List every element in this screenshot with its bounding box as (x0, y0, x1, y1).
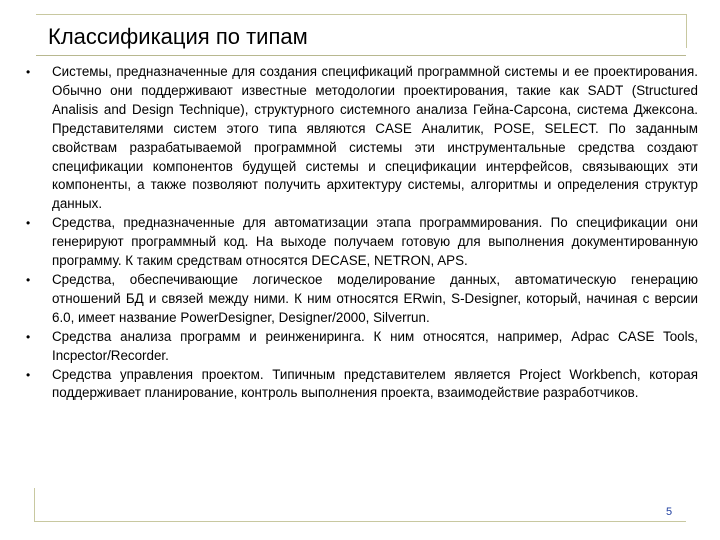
bullet-item-project-management (26, 366, 698, 404)
bullet-text: Средства анализа программ и реинжениринга. К ним относятся, например, Adpac CASE Tools, Incpector/Recorder. (52, 328, 698, 363)
bullet-icon: • (26, 216, 31, 231)
bullet-icon: • (26, 329, 31, 344)
slide-title: Классификация по типам (48, 24, 308, 49)
bullet-item-programming-tools (26, 214, 698, 271)
bullet-icon: • (26, 65, 31, 79)
bullet-icon: • (26, 272, 31, 287)
frame-bottom-line (34, 521, 686, 522)
frame-top-right-line (686, 14, 687, 48)
frame-top-line (36, 14, 686, 15)
bullet-item-reengineering-tools (26, 328, 698, 366)
frame-bottom-left-line (34, 488, 35, 522)
title-underline (36, 55, 686, 56)
bullet-text: Средства, обеспечивающие логическое моделирование данных, автоматическую генерацию отношений БД и связей между ними. К ним относятся ERwin, S-Designer, который, начиная с версии 6.0, имеет название PowerDesigner, Designer/2000, Silverrun. (52, 271, 698, 325)
bullet-list (26, 63, 698, 403)
bullet-item-data-modeling-tools (26, 271, 698, 328)
bullet-text: Системы, предназначенные для создания спецификаций программной системы и ее проектирования. Обычно они поддерживают известные методологии проектирования, такие как SADT (Structured Analisis and Design Technique), структурного системного анализа Гейна-Сарсона, система Джексона. Представителями систем этого типа являются CASE Аналитик, POSE, SELECT. По заданным свойствам разрабатываемой программной системы эти инструментальные средства создают спецификации компонентов будущей системы и спецификации интерфейсов, связывающих эти компоненты, а также позволяют получить архитектуру системы, алгоритмы и определения структур данных. (52, 64, 698, 212)
bullet-text: Средства управления проектом. Типичным представителем является Project Workbench, которая поддерживает планирование, контроль выполнения проекта, взаимодействие разработчиков. (52, 366, 698, 401)
page-number: 5 (666, 506, 673, 518)
bullet-item-design-systems (26, 63, 698, 214)
bullet-text: Средства, предназначенные для автоматизации этапа программирования. По спецификации они генерируют программный код. На выходе получаем готовую для выполнения документированную программу. К таким средствам относятся DECASE, NETRON, APS. (52, 215, 698, 269)
bullet-icon: • (26, 367, 31, 382)
